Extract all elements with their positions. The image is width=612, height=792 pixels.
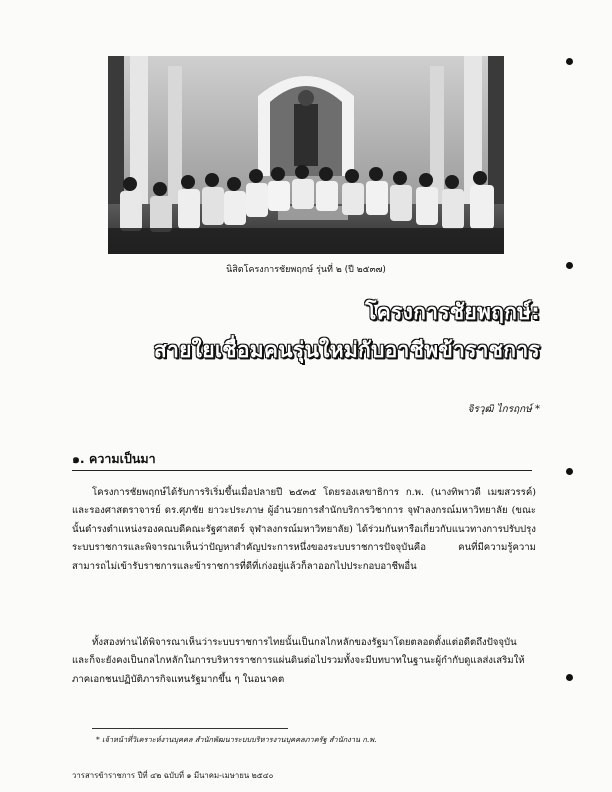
- group-photo: [108, 56, 504, 254]
- binder-hole-bottom: [566, 674, 573, 681]
- article-title-line-2: สายใยเชื่อมคนรุ่นใหม่กับอาชีพข้าราชการ: [153, 338, 540, 362]
- paragraph-1: [72, 484, 536, 576]
- section-divider: [72, 470, 532, 471]
- binder-hole-top: [566, 58, 573, 65]
- binder-hole-middle: [566, 468, 573, 475]
- group-photo-illustration: [108, 56, 504, 254]
- photo-caption: นิสิตโครงการชัยพฤกษ์ รุ่นที่ ๒ (ปี ๒๕๓๗): [226, 265, 386, 275]
- footnote-divider: [92, 728, 288, 729]
- binder-hole-upper: [566, 262, 573, 269]
- author-byline: จิรวุฒิ ไกรฤกษ์ *: [467, 404, 540, 415]
- footnote: * เจ้าหน้าที่วิเคราะห์งานบุคคล สำนักพัฒนาระบบบริหารงานบุคคลภาครัฐ สำนักงาน ก.พ.: [96, 735, 377, 744]
- section-heading: ๑. ความเป็นมา: [72, 451, 156, 466]
- paragraph-1-text: โครงการชัยพฤกษ์ได้รับการริเริ่มขึ้นเมื่อปลายปี ๒๕๓๕ โดยรองเลขาธิการ ก.พ. (นางทิพาวดี เมฆสวรรค์) และรองศาสตราจารย์ ดร.ศุภชัย ยาวะประภาษ ผู้อำนวยการสำนักบริการวิชาการ จุฬาลงกรณ์มหาวิทยาลัย (ขณะนั้นดำรงตำแหน่งรองคณบดีคณะรัฐศาสตร์ จุฬาลงกรณ์มหาวิทยาลัย) ได้ร่วมกันหารือเกี่ยวกับแนวทางการปรับปรุงระบบราชการและพิจารณาเห็นว่าปัญหาสำคัญประการหนึ่งของระบบราชการปัจจุบันคือ คนที่มีความรู้ความสามารถไม่เข้ารับราชการและข้าราชการที่ดีที่เก่งอยู่แล้วก็ลาออกไปประกอบอาชีพอื่น: [72, 487, 536, 572]
- paragraph-2-text: ทั้งสองท่านได้พิจารณาเห็นว่าระบบราชการไทยนั้นเป็นกลไกหลักของรัฐมาโดยตลอดตั้งแต่อดีตถึงปัจจุบัน และก็จะยังคงเป็นกลไกหลักในการบริหารราชการแผ่นดินต่อไปรวมทั้งจะมีบทบาทในฐานะผู้กำกับดูแลส่งเสริมให้ภาคเอกชนปฏิบัติภารกิจแทนรัฐมากขึ้น ๆ ในอนาคต: [72, 637, 525, 685]
- paragraph-2: [72, 634, 536, 689]
- page-footer: วารสารข้าราชการ ปีที่ ๔๒ ฉบับที่ ๑ มีนาคม-เมษายน ๒๕๔๐: [72, 771, 274, 780]
- article-title-line-1: โครงการชัยพฤกษ์:: [365, 300, 540, 324]
